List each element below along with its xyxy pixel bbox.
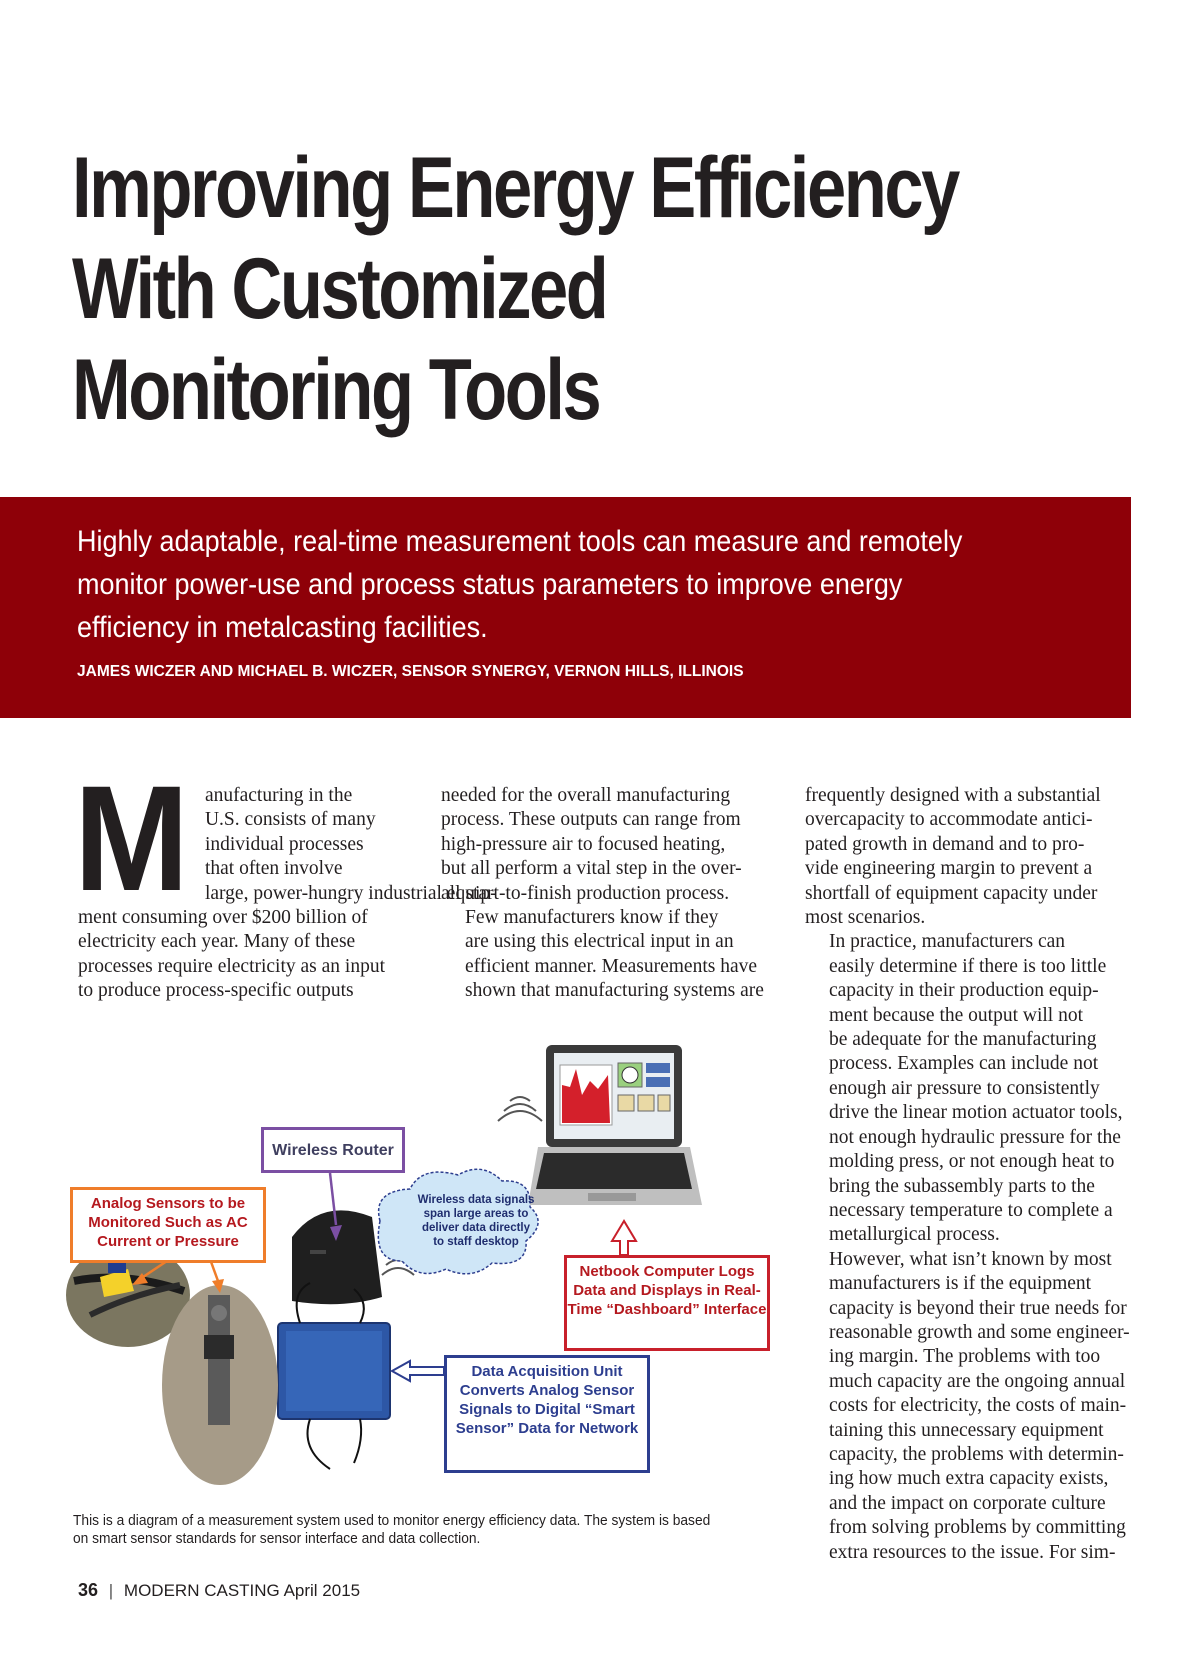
sensor-photo-2 bbox=[162, 1285, 278, 1485]
text-line: not enough hydraulic pressure for the bbox=[829, 1126, 1121, 1148]
netbook-laptop-image bbox=[498, 1045, 702, 1205]
text-line: necessary temperature to complete a bbox=[829, 1199, 1113, 1221]
text-line: ment consuming over $200 billion of bbox=[78, 907, 368, 929]
issue-date: April 2015 bbox=[283, 1581, 361, 1600]
text-line: from solving problems by committing bbox=[829, 1517, 1126, 1539]
text-line: but all perform a vital step in the over- bbox=[441, 858, 742, 880]
system-diagram bbox=[60, 1045, 772, 1485]
text-line: efficient manner. Measurements have bbox=[465, 955, 758, 977]
text-line: overcapacity to accommodate antici- bbox=[805, 809, 1093, 831]
text-line: be adequate for the manufacturing bbox=[829, 1029, 1097, 1051]
col3-paragraph-2 bbox=[805, 930, 1135, 1247]
text-line: Few manufacturers know if they bbox=[465, 907, 719, 929]
text-line: large, power-hungry industrial equip- bbox=[204, 882, 497, 904]
byline: JAMES WICZER AND MICHAEL B. WICZER, SENSOR SYNERGY, VERNON HILLS, ILLINOIS bbox=[77, 663, 744, 680]
page-footer bbox=[78, 1580, 360, 1601]
text-line: high-pressure air to focused heating, bbox=[441, 833, 726, 855]
text-line: needed for the overall manufacturing bbox=[441, 785, 731, 806]
text-line: costs for electricity, the costs of main- bbox=[829, 1395, 1127, 1417]
analog-sensors-label: Analog Sensors to be Monitored Such as AC Current or Pressure bbox=[70, 1187, 266, 1263]
text-line: U.S. consists of many bbox=[204, 809, 376, 831]
page-number: 36 bbox=[78, 1580, 99, 1600]
text-line: process. Examples can include not bbox=[829, 1053, 1099, 1075]
text-line: frequently designed with a substantial bbox=[805, 785, 1101, 806]
wireless-router-label: Wireless Router bbox=[261, 1127, 405, 1173]
text-line: taining this unnecessary equipment bbox=[829, 1419, 1104, 1441]
text-line: reasonable growth and some engineer- bbox=[829, 1321, 1130, 1343]
text-line: much capacity are the ongoing annual bbox=[829, 1370, 1126, 1392]
body-column-2 bbox=[441, 784, 771, 1004]
text-line: manufacturers is if the equipment bbox=[829, 1273, 1092, 1295]
text-line: bring the subassembly parts to the bbox=[829, 1175, 1095, 1197]
headline bbox=[72, 138, 974, 441]
figure-caption: This is a diagram of a measurement system used to monitor energy efficiency data. The system is based on smart sensor standards for sensor interface and data collection. bbox=[73, 1513, 711, 1547]
text-line: anufacturing in the bbox=[204, 785, 353, 806]
headline-line-3: Monitoring Tools bbox=[72, 342, 600, 438]
text-line: However, what isn’t known by most bbox=[829, 1248, 1112, 1270]
text-line: drive the linear motion actuator tools, bbox=[829, 1102, 1123, 1124]
deck-banner bbox=[0, 497, 1131, 718]
text-line: metallurgical process. bbox=[829, 1224, 1000, 1246]
text-line: capacity, the problems with determin- bbox=[829, 1443, 1124, 1465]
text-line: all start-to-finish production process. bbox=[441, 882, 730, 904]
text-line: molding press, or not enough heat to bbox=[829, 1151, 1115, 1173]
magazine-name: MODERN CASTING bbox=[123, 1581, 280, 1600]
text-line: pated growth in demand and to pro- bbox=[805, 833, 1085, 855]
col2-paragraph-1 bbox=[441, 784, 771, 906]
text-line: process. These outputs can range from bbox=[441, 809, 741, 831]
netbook-computer-label: Netbook Computer Logs Data and Displays in Real-Time “Dashboard” Interface bbox=[564, 1255, 770, 1351]
text-line: processes require electricity as an input bbox=[78, 955, 386, 977]
wireless-signals-label: Wireless data signals span large areas to deliver data directly to staff desktop bbox=[417, 1194, 535, 1248]
text-line: vide engineering margin to prevent a bbox=[805, 858, 1093, 880]
text-line: capacity in their production equip- bbox=[829, 980, 1099, 1002]
data-acquisition-unit-label: Data Acquisition Unit Converts Analog Sensor Signals to Digital “Smart Sensor” Data for Network bbox=[444, 1355, 650, 1473]
text-line: capacity is beyond their true needs for bbox=[829, 1297, 1127, 1319]
col2-paragraph-2 bbox=[441, 906, 771, 1004]
body-column-3 bbox=[805, 784, 1135, 1565]
text-line: ment because the output will not bbox=[829, 1004, 1083, 1026]
headline-line-1: Improving Energy Efficiency bbox=[72, 140, 958, 236]
text-line: In practice, manufacturers can bbox=[829, 931, 1066, 953]
col3-paragraph-1 bbox=[805, 784, 1135, 930]
text-line: are using this electrical input in an bbox=[465, 931, 734, 953]
drop-cap: M bbox=[74, 754, 189, 922]
text-line: shown that manufacturing systems are bbox=[465, 980, 764, 1002]
text-line: easily determine if there is too little bbox=[829, 955, 1107, 977]
headline-line-2: With Customized bbox=[72, 241, 607, 337]
text-line: most scenarios. bbox=[805, 907, 926, 929]
deck-text: Highly adaptable, real-time measurement tools can measure and remotely monitor power-use and process status parameters to improve energy efficiency in metalcasting facilities. bbox=[77, 525, 963, 644]
text-line: ing margin. The problems with too bbox=[829, 1346, 1101, 1368]
body-column-1 bbox=[74, 754, 497, 1004]
daq-unit-image bbox=[278, 1283, 390, 1469]
text-line: and the impact on corporate culture bbox=[829, 1492, 1106, 1514]
text-line: ing how much extra capacity exists, bbox=[829, 1468, 1109, 1490]
text-line: that often involve bbox=[204, 858, 343, 880]
col3-paragraph-3 bbox=[805, 1248, 1135, 1565]
text-line: shortfall of equipment capacity under bbox=[805, 882, 1098, 904]
text-line: enough air pressure to consistently bbox=[829, 1077, 1100, 1099]
text-line: extra resources to the issue. For sim- bbox=[829, 1541, 1116, 1563]
text-line: electricity each year. Many of these bbox=[78, 931, 356, 953]
text-line: individual processes bbox=[204, 833, 364, 855]
footer-separator: | bbox=[108, 1581, 114, 1600]
text-line: to produce process-specific outputs bbox=[78, 980, 354, 1002]
